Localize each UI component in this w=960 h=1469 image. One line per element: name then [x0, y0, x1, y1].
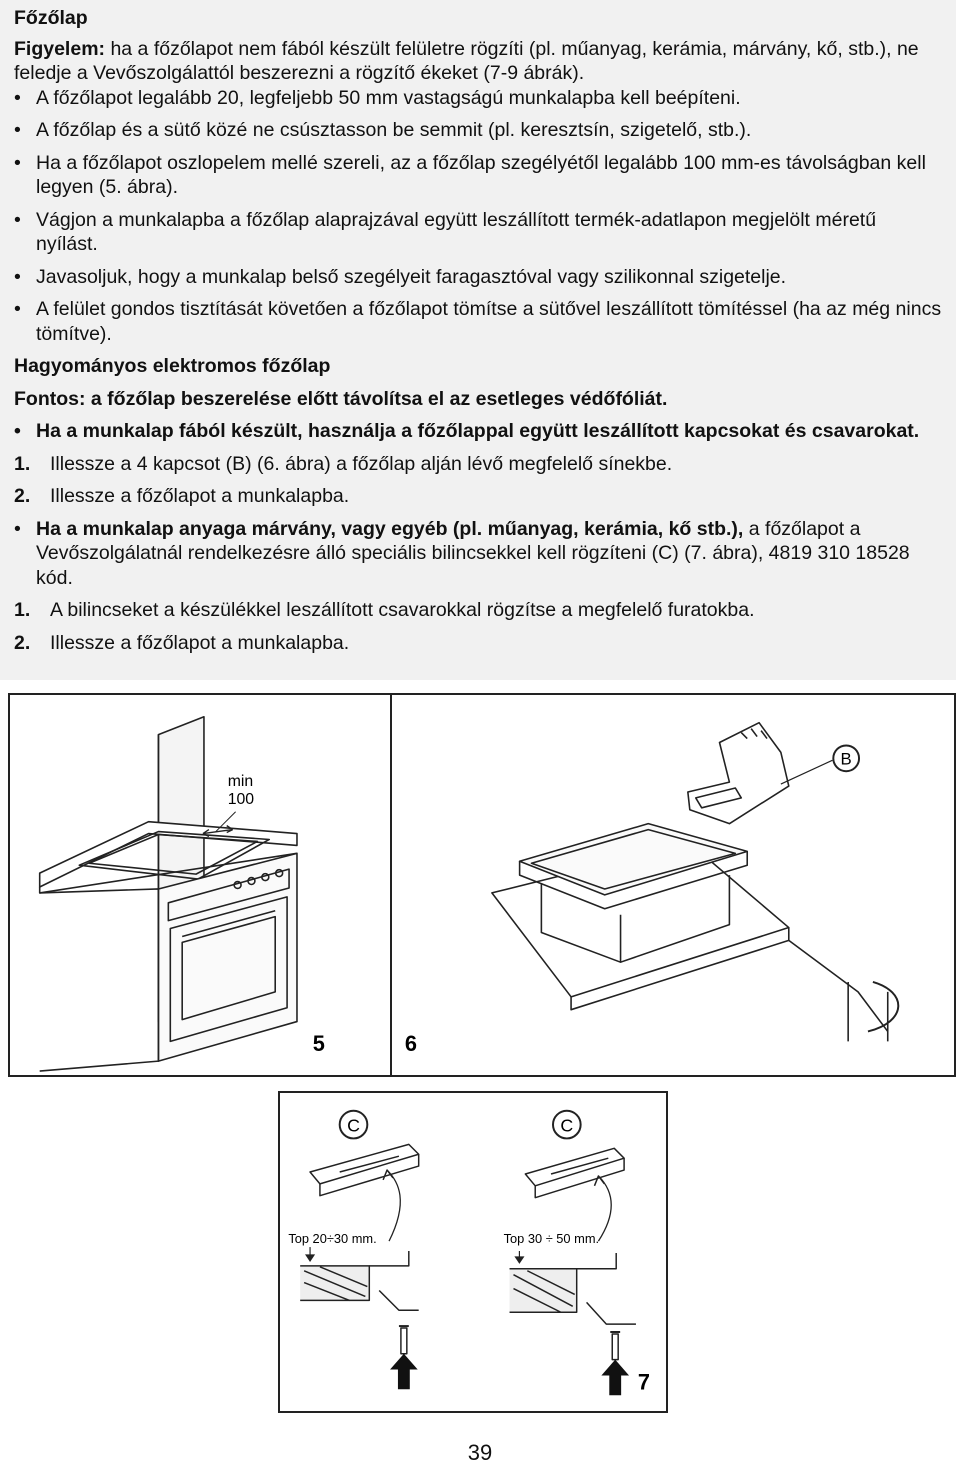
warning-label: Figyelem:	[14, 37, 106, 60]
wood-step	[14, 452, 942, 477]
wood-bullet-text: Ha a munkalap fából készült, használja a főzőlappal együtt leszállított kapcsokat és csavarokat.	[36, 420, 920, 442]
list-item	[14, 118, 942, 143]
marble-step	[14, 631, 942, 656]
list-item	[14, 208, 942, 257]
section-title: Főzőlap	[14, 7, 88, 29]
warning-paragraph	[14, 37, 942, 86]
figure-7	[278, 1091, 668, 1413]
list-item	[14, 86, 942, 111]
arrow-up-icon	[390, 1354, 418, 1390]
step-number: 1.	[14, 452, 31, 475]
arrow-up-icon	[601, 1360, 629, 1396]
page-number: 39	[467, 1440, 493, 1465]
figure-5-drawing	[10, 695, 390, 1075]
instructions-text-block	[0, 0, 956, 680]
fig7-top-right: Top 30 ÷ 50 mm.	[503, 1231, 600, 1247]
bullet-text: A főzőlap és a sütő közé ne csúsztasson be semmit (pl. keresztsín, szigetelő, stb.).	[36, 119, 752, 141]
important-note: Fontos: a főzőlap beszerelése előtt távolítsa el az esetleges védőfóliát.	[14, 387, 668, 410]
figure-7-label: 7	[637, 1369, 651, 1395]
bullet-text: Ha a főzőlapot oszlopelem mellé szereli, az a főzőlap szegélyétől legalább 100 mm-es távolságban kell legyen (5. ábra).	[36, 151, 926, 198]
bullet-text: Vágjon a munkalapba a főzőlap alaprajzával együtt leszállított termék-adatlapon megjelölt méretű nyílást.	[36, 208, 877, 255]
step-text: Illessze a főzőlapot a munkalapba.	[50, 485, 350, 507]
marble-bullet-bold: Ha a munkalap anyaga márvány, vagy egyéb (pl. műanyag, kerámia, kő stb.),	[36, 517, 744, 540]
wood-step	[14, 484, 942, 509]
marble-bullet	[14, 517, 942, 591]
marble-bullet-text: a főzőlapot a Vevőszolgálatnál rendelkezésre álló speciális bilincsekkel kell rögzíteni (C) (7. ábra), 4819 310 18528 kód.	[36, 517, 910, 589]
bullet-text: A felület gondos tisztítását követően a főzőlapot tömítse a sütővel leszállított tömítéssel (ha az még nincs tömítve).	[36, 298, 942, 345]
fig7-clip-label-right: C	[560, 1115, 574, 1136]
bullet-icon: •	[14, 208, 21, 231]
figure-6-drawing	[392, 695, 954, 1075]
fig5-annotation-value: 100	[227, 790, 255, 808]
bullet-icon: •	[14, 298, 21, 320]
bullet-icon: •	[14, 86, 21, 109]
bullet-icon: •	[14, 265, 21, 288]
step-text: Illessze a főzőlapot a munkalapba.	[50, 631, 350, 654]
warning-text: ha a főzőlapot nem fából készült felületre rögzíti (pl. műanyag, kerámia, márvány, kő, stb.), ne feledje a Vevőszolgálattól beszerezni a rögzítő ékeket (7-9 ábrák).	[14, 37, 919, 84]
step-number: 1.	[14, 599, 31, 621]
list-item	[14, 265, 942, 290]
fig7-clip-label-left: C	[347, 1115, 360, 1136]
step-number: 2.	[14, 485, 31, 507]
traditional-heading: Hagyományos elektromos főzőlap	[14, 355, 331, 377]
bullet-icon: •	[14, 119, 21, 141]
wood-bullet	[14, 419, 942, 444]
figure-6-label: 6	[404, 1031, 417, 1057]
bullet-icon: •	[14, 151, 21, 174]
fig5-annotation-min: min	[227, 773, 254, 791]
fig6-clip-label: B	[840, 749, 852, 769]
figure-7-drawing	[280, 1093, 666, 1411]
figure-6	[390, 693, 956, 1077]
bullet-text: A főzőlapot legalább 20, legfeljebb 50 mm vastagságú munkalapba kell beépíteni.	[36, 86, 741, 109]
step-text: A bilincseket a készülékkel leszállított csavarokkal rögzítse a megfelelő furatokba.	[50, 599, 755, 621]
step-number: 2.	[14, 631, 31, 654]
bullet-icon: •	[14, 420, 21, 442]
figure-5	[8, 693, 392, 1077]
marble-step	[14, 598, 942, 623]
bullet-icon: •	[14, 517, 21, 540]
bullet-text: Javasoljuk, hogy a munkalap belső szegélyeit faragasztóval vagy szilikonnal szigetelje.	[36, 265, 787, 288]
figure-5-label: 5	[312, 1031, 325, 1057]
list-item	[14, 151, 942, 200]
step-text: Illessze a 4 kapcsot (B) (6. ábra) a főzőlap alján lévő megfelelő sínekbe.	[50, 452, 673, 475]
list-item	[14, 297, 942, 346]
fig7-top-left: Top 20÷30 mm.	[288, 1231, 377, 1247]
